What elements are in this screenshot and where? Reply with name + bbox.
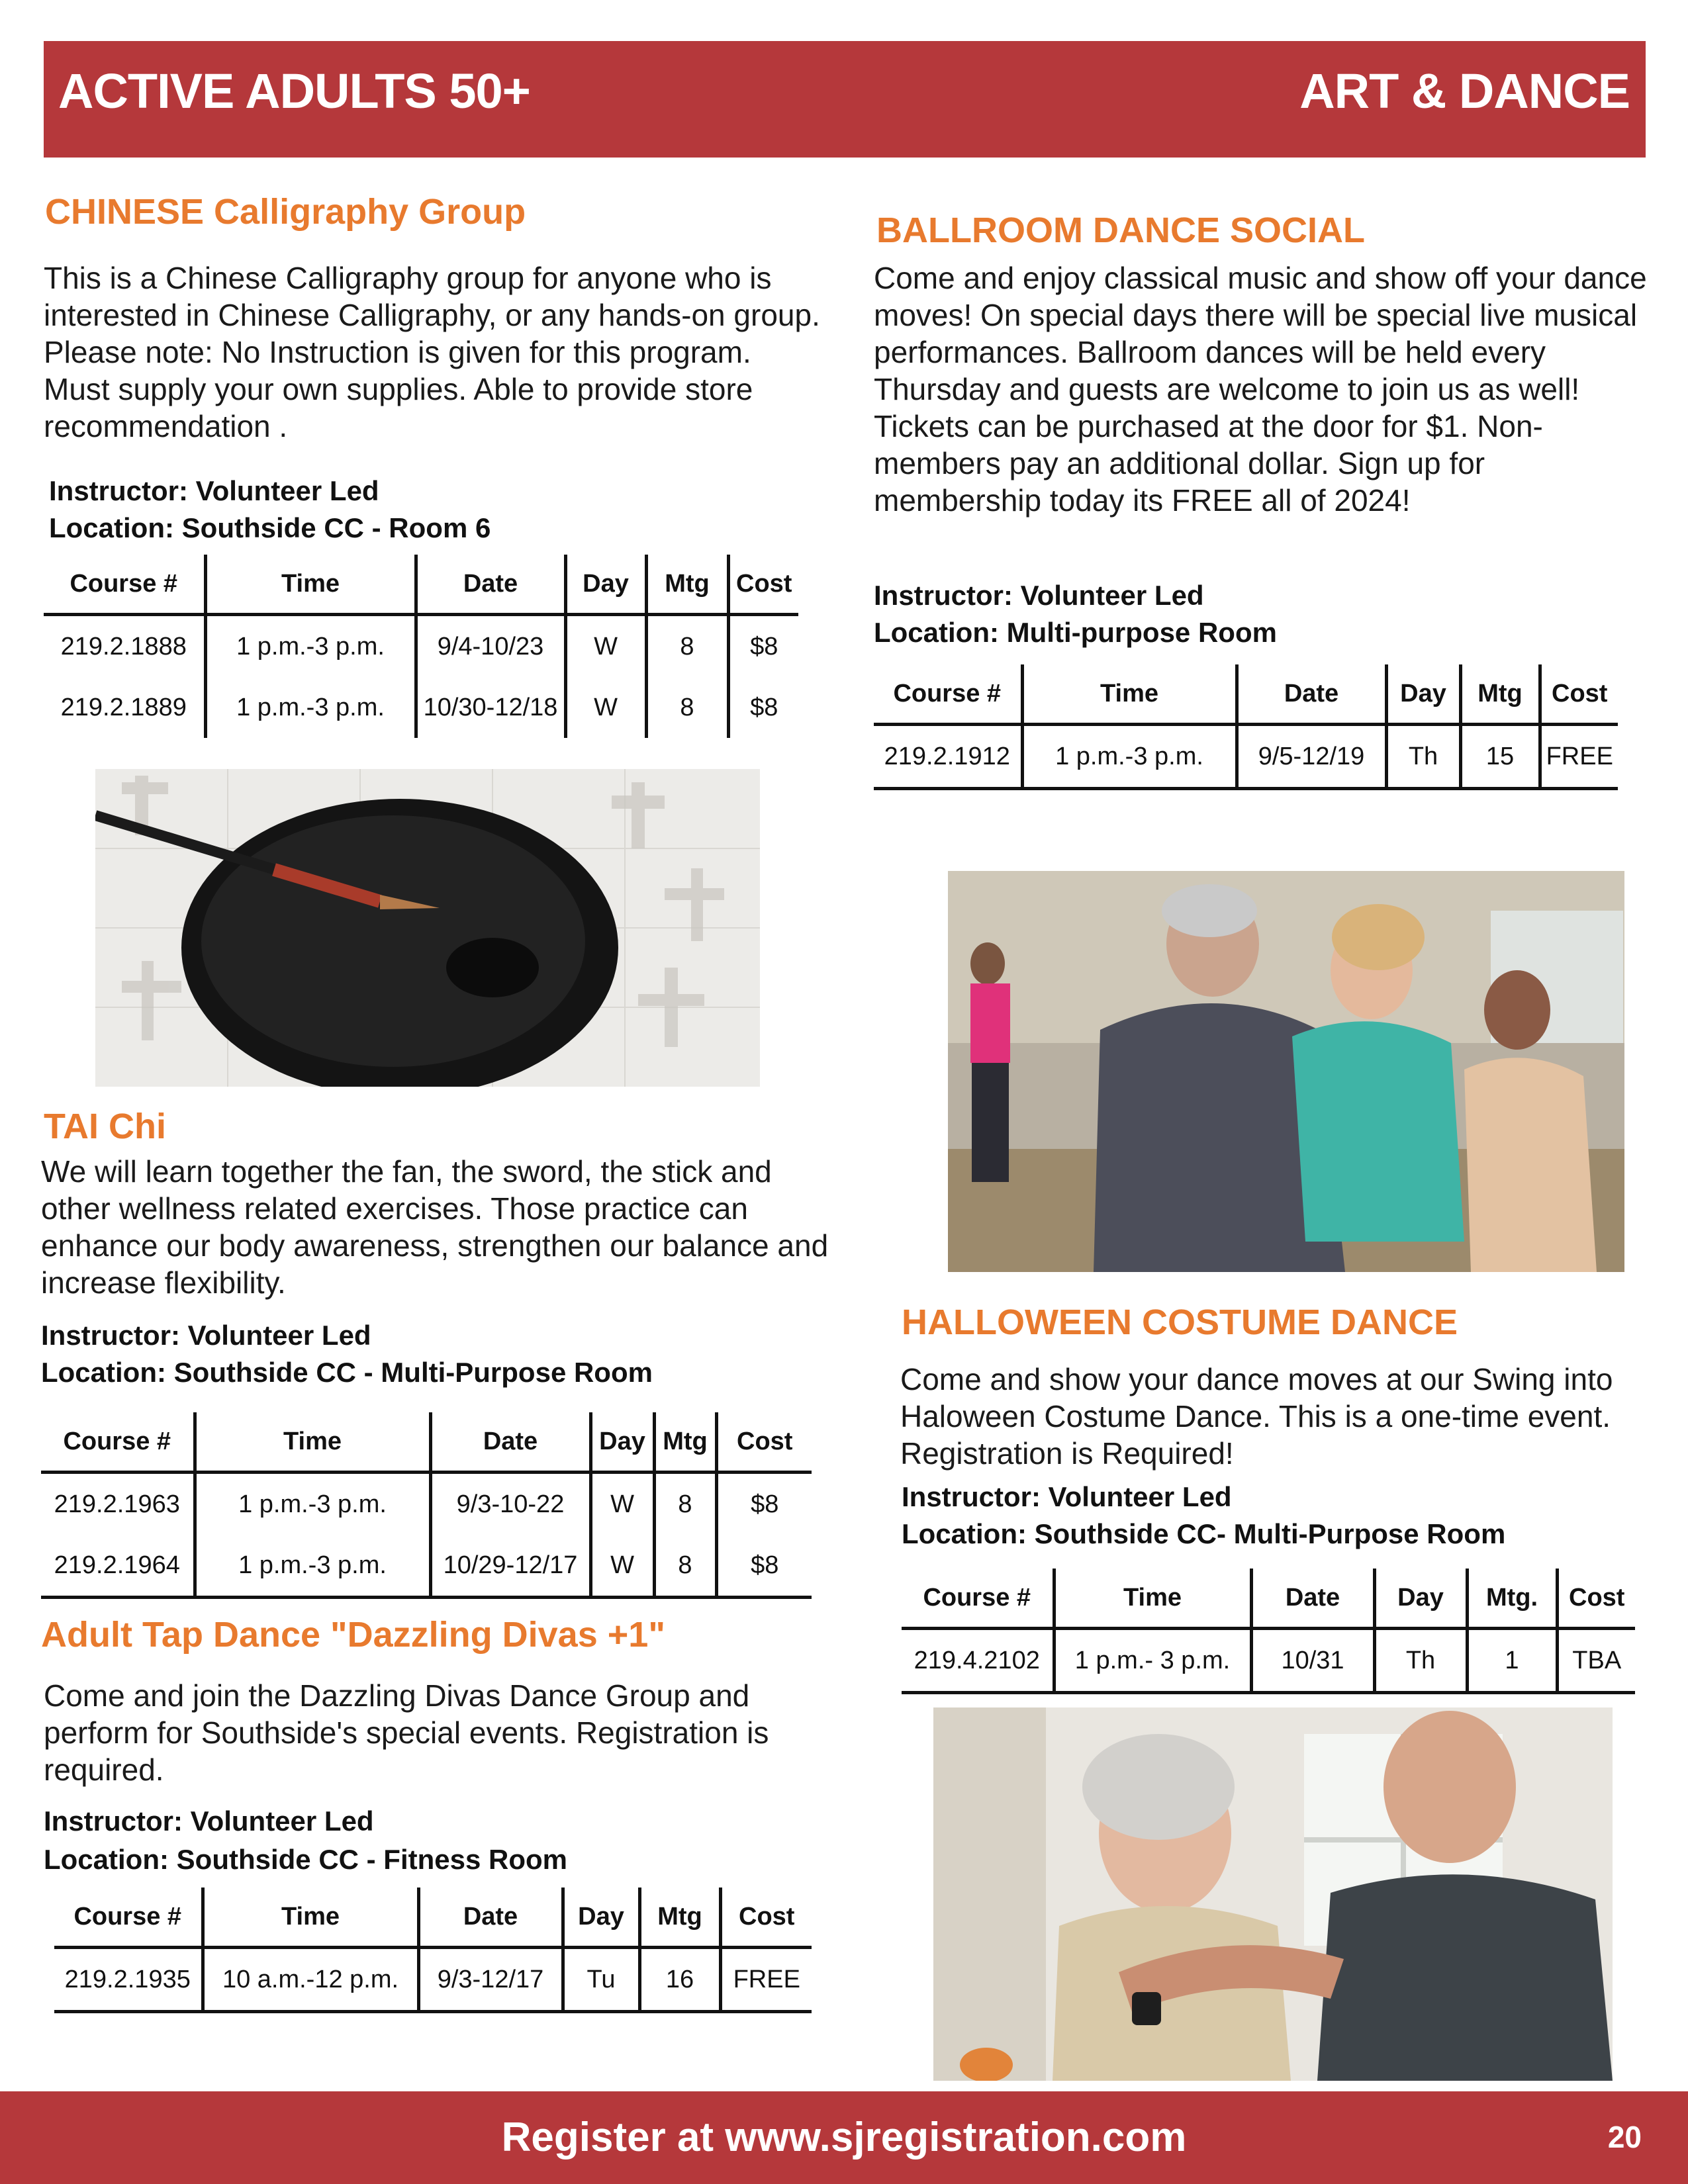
col-day: Day <box>563 1888 639 1948</box>
ballroom-title: BALLROOM DANCE SOCIAL <box>876 210 1365 250</box>
col-cost: Cost <box>716 1412 812 1473</box>
calligraphy-schedule-table <box>44 555 798 738</box>
course-meetings: 8 <box>654 1473 716 1535</box>
tap-description: Come and join the Dazzling Divas Dance Group and perform for Southside's special events. Registration is required. <box>44 1678 769 1787</box>
col-mtg: Mtg. <box>1467 1569 1557 1629</box>
course-date: 9/3-12/17 <box>418 1948 563 2012</box>
course-time: 1 p.m.-3 p.m. <box>195 1473 430 1535</box>
col-date: Date <box>1237 664 1386 725</box>
halloween-description: Come and show your dance moves at our Swing into Haloween Costume Dance. This is a one-time event. Registration is Required! <box>900 1362 1613 1471</box>
table-header-row <box>874 664 1618 725</box>
course-meetings: 8 <box>646 677 728 738</box>
col-time: Time <box>203 1888 418 1948</box>
course-date: 10/31 <box>1251 1629 1374 1693</box>
tap-instructor: Instructor: Volunteer Led <box>44 1805 374 1837</box>
course-time: 1 p.m.- 3 p.m. <box>1054 1629 1251 1693</box>
course-cost: FREE <box>720 1948 812 2012</box>
course-cost: TBA <box>1557 1629 1635 1693</box>
course-meetings: 1 <box>1467 1629 1557 1693</box>
taichi-schedule-table <box>41 1412 812 1599</box>
course-day: Th <box>1374 1629 1467 1693</box>
col-cost: Cost <box>728 555 798 615</box>
calligraphy-instructor: Instructor: Volunteer Led <box>49 475 379 506</box>
table-header-row <box>41 1412 812 1473</box>
col-date: Date <box>416 555 565 615</box>
table-row <box>874 725 1618 789</box>
course-number: 219.2.1912 <box>884 742 1010 770</box>
course-date: 10/29-12/17 <box>430 1535 590 1598</box>
col-cost: Cost <box>720 1888 812 1948</box>
col-cost: Cost <box>1557 1569 1635 1629</box>
col-time: Time <box>1054 1569 1251 1629</box>
col-day: Day <box>1386 664 1460 725</box>
course-date: 9/3-10-22 <box>430 1473 590 1535</box>
table-row <box>44 677 798 738</box>
table-header-row <box>902 1569 1635 1629</box>
col-mtg: Mtg <box>646 555 728 615</box>
page-number: 20 <box>1607 2120 1642 2154</box>
calligraphy-title: CHINESE Calligraphy Group <box>45 192 526 232</box>
course-day: W <box>590 1473 654 1535</box>
table-row <box>902 1629 1635 1693</box>
halloween-title: HALLOWEEN COSTUME DANCE <box>902 1302 1458 1342</box>
table-row <box>44 615 798 678</box>
course-number: 219.2.1964 <box>54 1551 180 1579</box>
course-date: 10/30-12/18 <box>416 677 565 738</box>
tap-title: Adult Tap Dance "Dazzling Divas +1" <box>41 1615 665 1655</box>
col-course: Course # <box>73 1902 182 1931</box>
course-meetings: 8 <box>654 1535 716 1598</box>
col-course: Course # <box>63 1427 171 1455</box>
course-number: 219.2.1889 <box>60 693 187 721</box>
col-date: Date <box>418 1888 563 1948</box>
course-meetings: 15 <box>1460 725 1540 789</box>
course-number: 219.2.1935 <box>64 1965 191 1993</box>
ballroom-schedule-table <box>874 664 1618 790</box>
table-row <box>54 1948 812 2012</box>
col-date: Date <box>1251 1569 1374 1629</box>
course-date: 9/4-10/23 <box>416 615 565 678</box>
course-time: 10 a.m.-12 p.m. <box>203 1948 418 2012</box>
col-date: Date <box>430 1412 590 1473</box>
course-time: 1 p.m.-3 p.m. <box>195 1535 430 1598</box>
col-course: Course # <box>893 679 1002 707</box>
course-number: 219.2.1888 <box>60 632 187 660</box>
taichi-description: We will learn together the fan, the sword, the stick and other wellness related exercises. Those practice can enhance our body awareness, strengthen our balance and increase flexibility. <box>41 1154 829 1300</box>
col-course: Course # <box>923 1583 1031 1612</box>
course-time: 1 p.m.-3 p.m. <box>1022 725 1237 789</box>
col-mtg: Mtg <box>639 1888 720 1948</box>
ballroom-location: Location: Multi-purpose Room <box>874 617 1277 648</box>
calligraphy-photo <box>95 769 760 1087</box>
ballroom-instructor: Instructor: Volunteer Led <box>874 580 1204 611</box>
ballroom-dancers-photo <box>948 871 1624 1272</box>
course-number: 219.4.2102 <box>914 1646 1040 1674</box>
col-mtg: Mtg <box>654 1412 716 1473</box>
course-day: Tu <box>563 1948 639 2012</box>
tap-schedule-table <box>54 1888 812 2013</box>
course-cost: $8 <box>716 1473 812 1535</box>
course-cost: $8 <box>728 677 798 738</box>
calligraphy-location: Location: Southside CC - Room 6 <box>49 512 491 543</box>
halloween-instructor: Instructor: Volunteer Led <box>902 1481 1232 1512</box>
halloween-schedule-table <box>902 1569 1635 1694</box>
registration-link[interactable]: Register at www.sjregistration.com <box>501 2115 1187 2160</box>
table-row <box>41 1535 812 1598</box>
ballroom-description: Come and enjoy classical music and show off your dance moves! On special days there will be special live musical performances. Ballroom dances will be held every Thursday and guests are welcome to join us as well! Tickets can be purchased at the door for $1. Non-members pay an additional dollar. Sign up for membership today its FREE all of 2024! <box>874 261 1647 518</box>
course-cost: $8 <box>716 1535 812 1598</box>
section-title: ACTIVE ADULTS 50+ <box>58 64 530 118</box>
taichi-title: TAI Chi <box>44 1107 166 1146</box>
course-time: 1 p.m.-3 p.m. <box>205 677 416 738</box>
col-time: Time <box>195 1412 430 1473</box>
table-row <box>41 1473 812 1535</box>
table-header-row <box>54 1888 812 1948</box>
course-day: W <box>590 1535 654 1598</box>
course-day: W <box>565 615 646 678</box>
col-time: Time <box>205 555 416 615</box>
tap-location: Location: Southside CC - Fitness Room <box>44 1844 568 1875</box>
col-time: Time <box>1022 664 1237 725</box>
course-day: Th <box>1386 725 1460 789</box>
category-title: ART & DANCE <box>1299 64 1630 118</box>
taichi-location: Location: Southside CC - Multi-Purpose Room <box>41 1357 653 1388</box>
col-cost: Cost <box>1540 664 1618 725</box>
col-day: Day <box>1374 1569 1467 1629</box>
course-day: W <box>565 677 646 738</box>
table-header-row <box>44 555 798 615</box>
col-day: Day <box>565 555 646 615</box>
course-number: 219.2.1963 <box>54 1490 180 1518</box>
col-course: Course # <box>70 569 178 598</box>
course-cost: FREE <box>1540 725 1618 789</box>
course-cost: $8 <box>728 615 798 678</box>
course-meetings: 8 <box>646 615 728 678</box>
calligraphy-description: This is a Chinese Calligraphy group for anyone who is interested in Chinese Calligraphy, or any hands-on group. Please note: No Instruction is given for this program. Must supply your own supplies. Able to provide store recommendation . <box>44 261 820 443</box>
course-meetings: 16 <box>639 1948 720 2012</box>
halloween-location: Location: Southside CC- Multi-Purpose Room <box>902 1518 1506 1549</box>
col-mtg: Mtg <box>1460 664 1540 725</box>
course-time: 1 p.m.-3 p.m. <box>205 615 416 678</box>
taichi-instructor: Instructor: Volunteer Led <box>41 1320 371 1351</box>
dancing-couple-photo <box>933 1707 1613 2081</box>
course-date: 9/5-12/19 <box>1237 725 1386 789</box>
col-day: Day <box>590 1412 654 1473</box>
